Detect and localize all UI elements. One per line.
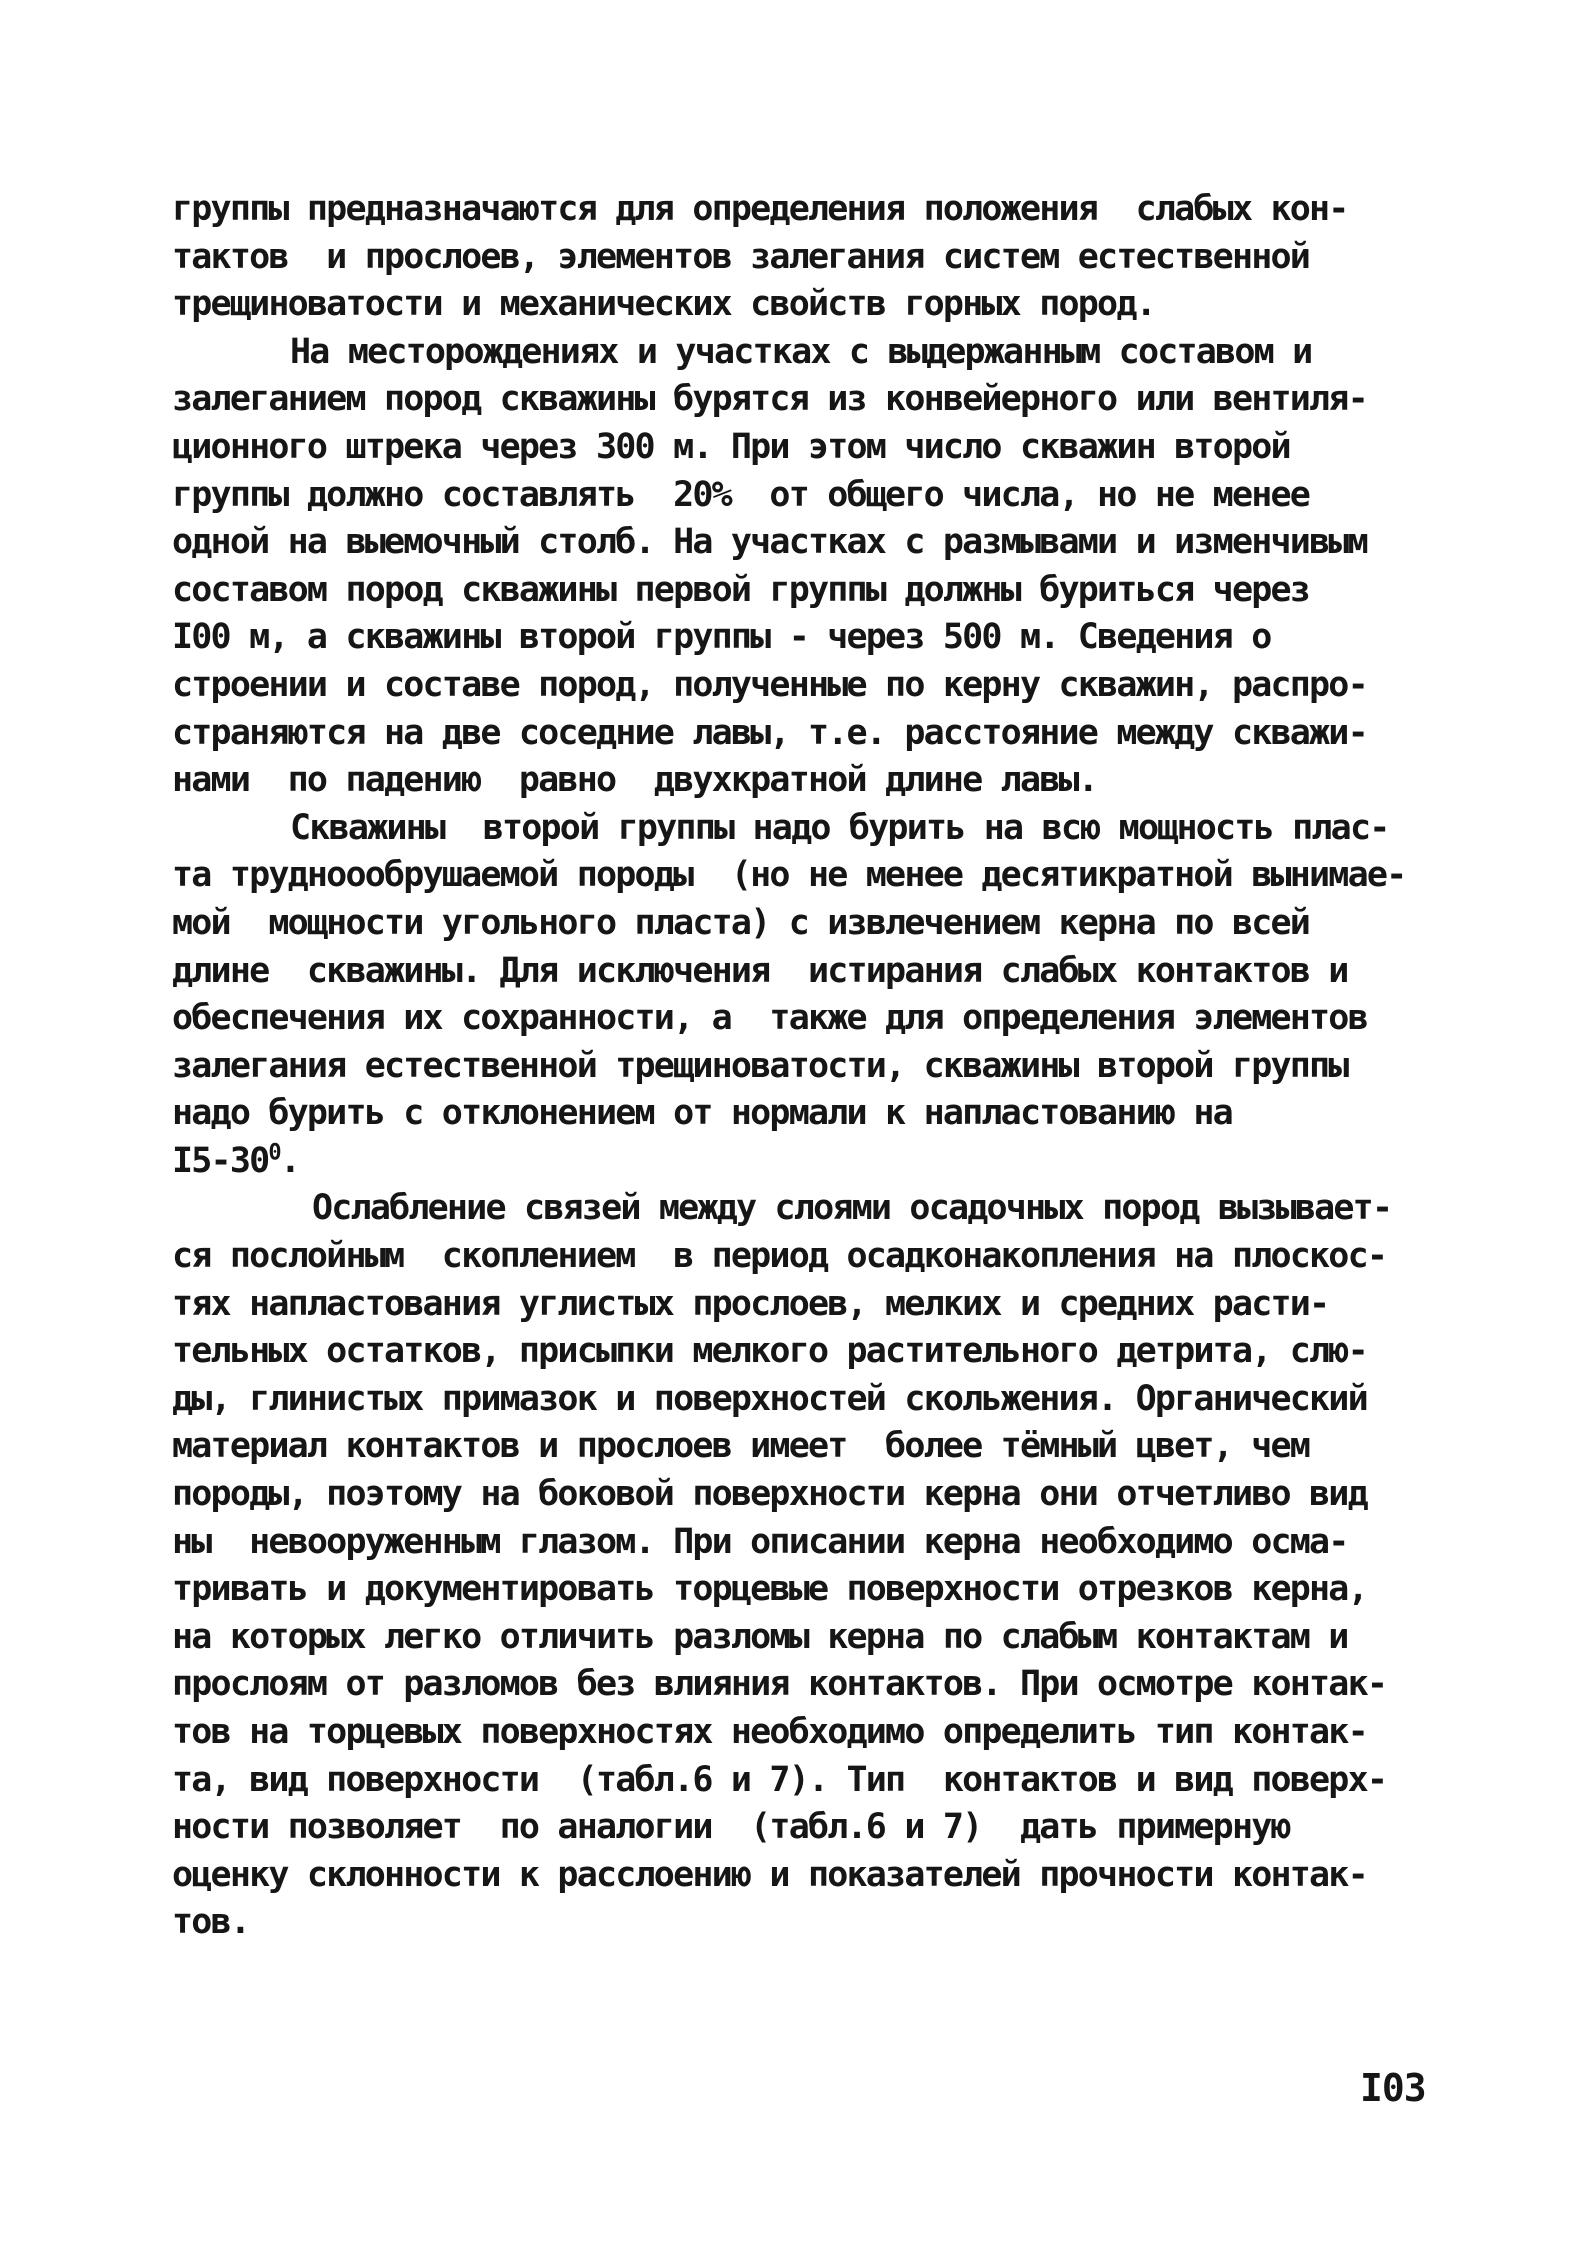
line-text: залеганием пород скважины бурятся из конвейерного или вентиля- bbox=[172, 379, 1367, 420]
line-text: ды, глинистых примазок и поверхностей скольжения. Органический bbox=[172, 1378, 1367, 1419]
text-line bbox=[172, 1185, 1452, 1233]
text-line bbox=[172, 281, 1452, 329]
line-text: тельных остатков, присыпки мелкого растительного детрита, слю- bbox=[172, 1331, 1367, 1372]
text-line bbox=[172, 376, 1452, 424]
text-line bbox=[172, 1376, 1452, 1424]
line-text: Скважины второй группы надо бурить на всю мощность плас- bbox=[290, 807, 1389, 848]
line-suffix: . bbox=[279, 1140, 300, 1181]
line-text: ны невооруженным глазом. При описании керна необходимо осма- bbox=[172, 1521, 1348, 1562]
text-line bbox=[172, 1757, 1452, 1805]
text-line bbox=[172, 948, 1452, 996]
text-line bbox=[172, 1090, 1452, 1138]
text-line bbox=[172, 900, 1452, 948]
text-line bbox=[172, 1281, 1452, 1329]
body-text bbox=[172, 186, 1452, 1947]
text-line bbox=[172, 186, 1452, 234]
page-number: I03 bbox=[1360, 2066, 1426, 2110]
line-text: ности позволяет по аналогии (табл.6 и 7) дать примерную bbox=[172, 1807, 1290, 1848]
text-line bbox=[172, 1566, 1452, 1614]
line-text: та трудноообрушаемой породы (но не менее десятикратной вынимае- bbox=[172, 855, 1406, 896]
line-text: тактов и прослоев, элементов залегания систем естественной bbox=[172, 236, 1310, 277]
text-line bbox=[172, 519, 1452, 567]
text-line bbox=[172, 1328, 1452, 1376]
line-text: ционного штрека через 300 м. При этом число скважин второй bbox=[172, 426, 1290, 467]
line-text: тов на торцевых поверхностях необходимо определить тип контак- bbox=[172, 1712, 1367, 1752]
line-text: ся послойным скоплением в период осадконакопления на плоскос- bbox=[172, 1236, 1387, 1277]
line-text: залегания естественной трещиноватости, скважины второй группы bbox=[172, 1045, 1348, 1086]
line-text: строении и составе пород, полученные по керну скважин, распро- bbox=[172, 664, 1367, 705]
line-text: мой мощности угольного пласта) с извлечением керна по всей bbox=[172, 902, 1310, 943]
line-text: нами по падению равно двухкратной длине лавы. bbox=[172, 760, 1098, 801]
text-line bbox=[172, 1899, 1452, 1947]
text-line bbox=[172, 757, 1452, 805]
text-line bbox=[172, 1804, 1452, 1852]
text-line bbox=[172, 662, 1452, 710]
line-text: I5-30 bbox=[172, 1140, 269, 1181]
line-text: тях напластования углистых прослоев, мелких и средних расти- bbox=[172, 1283, 1329, 1324]
text-line bbox=[172, 1423, 1452, 1471]
text-line bbox=[172, 1471, 1452, 1519]
line-text: тов. bbox=[172, 1902, 250, 1943]
line-text: тривать и документировать торцевые поверхности отрезков керна, bbox=[172, 1569, 1367, 1610]
text-line bbox=[172, 567, 1452, 615]
text-line bbox=[172, 995, 1452, 1043]
text-line bbox=[172, 1709, 1452, 1757]
text-line bbox=[172, 1138, 1452, 1186]
text-line bbox=[172, 852, 1452, 900]
line-text: страняются на две соседние лавы, т.е. расстояние между скважи- bbox=[172, 712, 1367, 753]
text-line bbox=[172, 1614, 1452, 1662]
line-text: составом пород скважины первой группы должны буриться через bbox=[172, 569, 1310, 610]
line-text: На месторождениях и участках с выдержанным составом и bbox=[290, 331, 1312, 372]
degree-superscript: 0 bbox=[268, 1140, 280, 1166]
text-line bbox=[172, 472, 1452, 520]
line-text: группы предназначаются для определения положения слабых кон- bbox=[172, 189, 1348, 229]
line-text: Ослабление связей между слоями осадочных пород вызывает- bbox=[312, 1188, 1392, 1229]
line-text: I00 м, а скважины второй группы - через 500 м. Сведения о bbox=[172, 617, 1271, 658]
text-line bbox=[172, 1233, 1452, 1281]
text-line bbox=[172, 234, 1452, 282]
line-text: прослоям от разломов без влияния контактов. При осмотре контак- bbox=[172, 1664, 1387, 1705]
line-text: та, вид поверхности (табл.6 и 7). Тип контактов и вид поверх- bbox=[172, 1759, 1387, 1800]
text-line bbox=[172, 1852, 1452, 1900]
line-text: группы должно составлять 20% от общего числа, но не менее bbox=[172, 474, 1310, 515]
text-line bbox=[172, 805, 1452, 853]
text-line bbox=[172, 424, 1452, 472]
line-text: породы, поэтому на боковой поверхности керна они отчетливо вид bbox=[172, 1474, 1367, 1515]
text-line bbox=[172, 329, 1452, 377]
line-text: длине скважины. Для исключения истирания слабых контактов и bbox=[172, 950, 1348, 991]
line-text: одной на выемочный столб. На участках с размывами и изменчивым bbox=[172, 522, 1367, 563]
line-text: на которых легко отличить разломы керна по слабым контактам и bbox=[172, 1616, 1348, 1657]
line-text: обеспечения их сохранности, а также для определения элементов bbox=[172, 998, 1367, 1039]
text-line bbox=[172, 710, 1452, 758]
line-text: трещиноватости и механических свойств горных пород. bbox=[172, 284, 1155, 325]
line-text: оценку склонности к расслоению и показателей прочности контак- bbox=[172, 1854, 1367, 1895]
line-text: надо бурить с отклонением от нормали к напластованию на bbox=[172, 1093, 1232, 1134]
line-text: материал контактов и прослоев имеет более тёмный цвет, чем bbox=[172, 1426, 1310, 1467]
text-line bbox=[172, 1661, 1452, 1709]
text-line bbox=[172, 614, 1452, 662]
text-line bbox=[172, 1519, 1452, 1567]
text-line bbox=[172, 1043, 1452, 1091]
